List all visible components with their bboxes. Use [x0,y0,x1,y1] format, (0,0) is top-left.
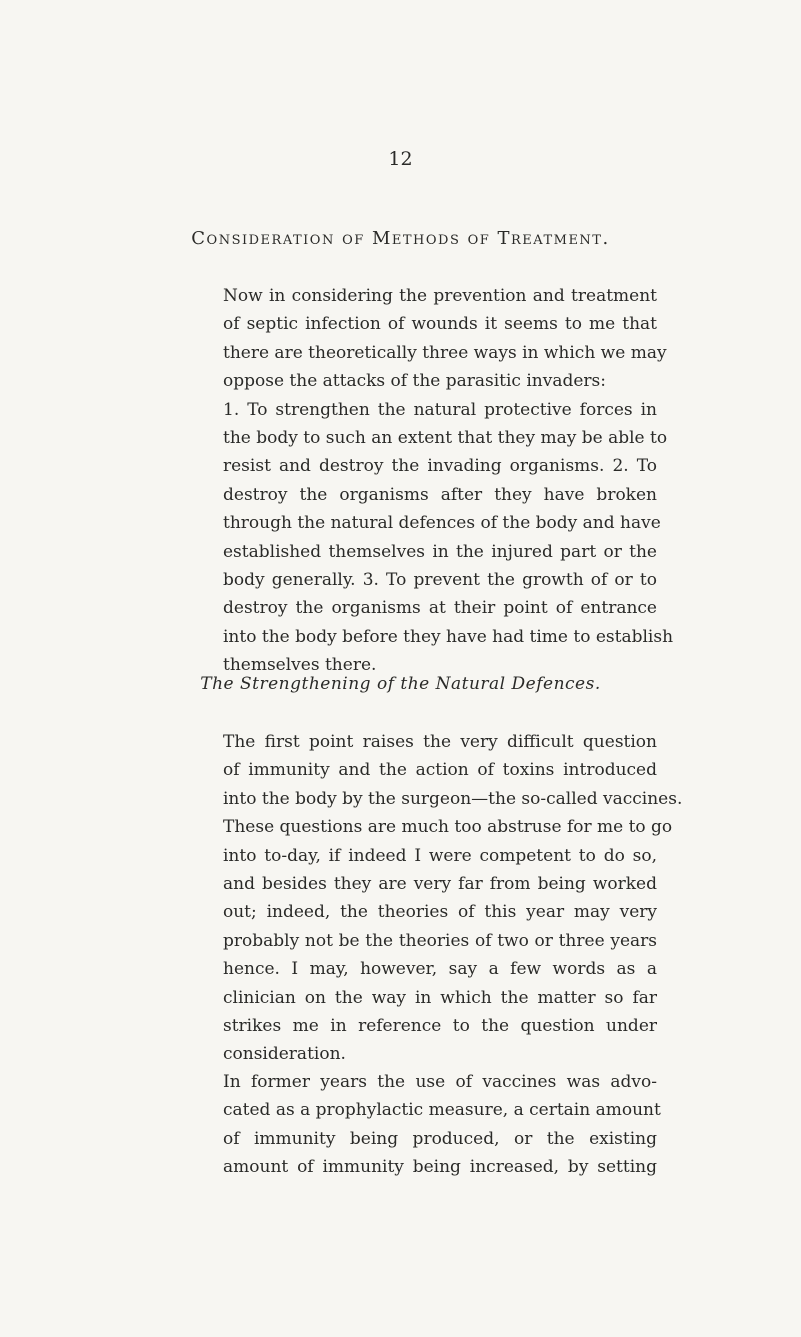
paragraph-line: established themselves in the injured part or the [223,541,657,562]
paragraph-line: destroy the organisms after they have broken [223,484,657,505]
paragraph-line: oppose the attacks of the parasitic invaders: [223,371,607,392]
paragraph-line: into to-day, if indeed I were competent to do so, [223,845,657,866]
paragraph-line: In former years the use of vaccines was advo- [223,1072,657,1092]
page-number: 12 [388,148,413,170]
paragraph-line: into the body before they have had time to establish [223,626,674,647]
paragraph-line: Now in considering the prevention and treatment [223,286,657,306]
paragraph-line: there are theoretically three ways in which we may [223,342,667,363]
paragraph-3 [223,1068,661,1182]
paragraph-line: cated as a prophylactic measure, a certain amount [223,1100,661,1121]
paragraph-line: of immunity being produced, or the existing [223,1128,657,1149]
paragraph-line: themselves there. [223,655,377,676]
paragraph-line: These questions are much too abstruse for me to go [223,817,673,838]
paragraph-line: amount of immunity being increased, by setting [223,1157,657,1178]
paragraph-line: destroy the organisms at their point of entrance [223,598,657,619]
paragraph-line: the body to such an extent that they may be able to [223,427,668,448]
paragraph-line: consideration. [223,1044,346,1065]
paragraph-line: through the natural defences of the body and have [223,513,661,534]
section-heading: Consideration of Methods of Treatment. [191,228,610,249]
paragraph-line: and besides they are very far from being worked [223,873,657,894]
paragraph-line: of immunity and the action of toxins introduced [223,760,657,781]
paragraph-line: into the body by the surgeon—the so-called vaccines. [223,788,683,809]
paragraph-line: clinician on the way in which the matter so far [223,987,657,1008]
subheading: The Strengthening of the Natural Defences. [200,674,601,694]
paragraph-line: strikes me in reference to the question under [223,1015,657,1036]
paragraph-line: resist and destroy the invading organisms. 2. To [223,456,657,477]
paragraph-2 [223,728,683,1069]
paragraph-line: out; indeed, the theories of this year may very [223,902,657,923]
paragraph-1 [223,282,674,679]
paragraph-line: hence. I may, however, say a few words as a [223,959,657,980]
paragraph-line: probably not be the theories of two or three years [223,930,657,951]
paragraph-line: body generally. 3. To prevent the growth of or to [223,569,657,590]
paragraph-line: 1. To strengthen the natural protective forces in [223,399,657,420]
paragraph-line: The first point raises the very difficult question [223,732,657,752]
paragraph-line: of septic infection of wounds it seems to me that [223,314,657,335]
